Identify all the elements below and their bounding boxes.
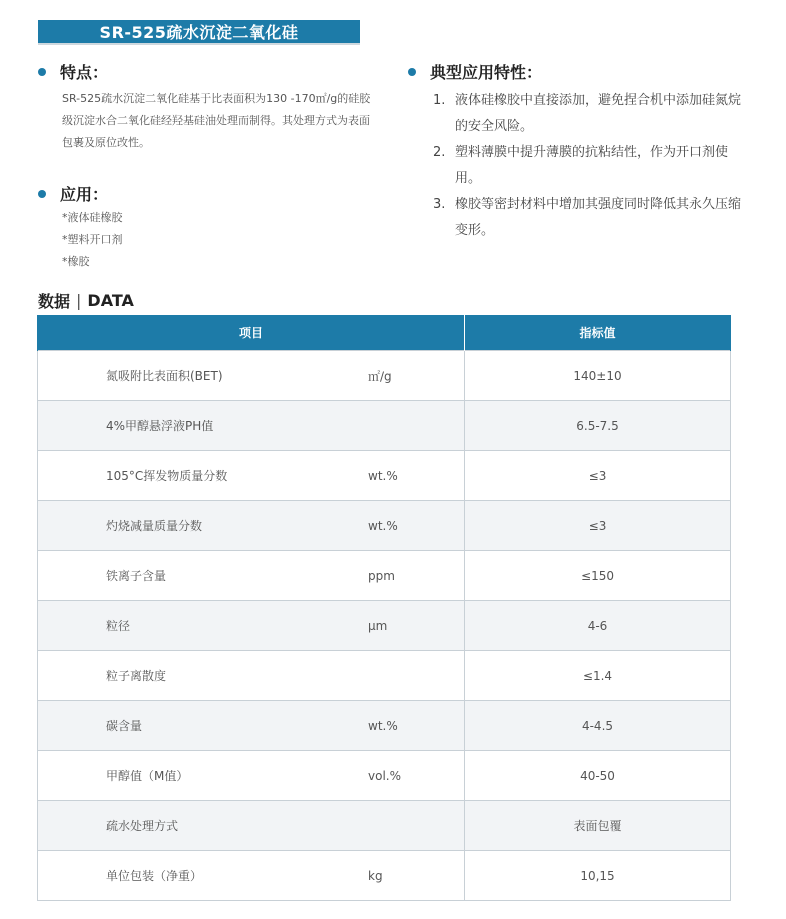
applications-heading-text: 应用：	[60, 185, 109, 204]
value-cell: 40-50	[465, 751, 731, 801]
table-row	[38, 501, 731, 551]
value-cell: 140±10	[465, 351, 731, 401]
item-unit: vol.%	[368, 768, 401, 783]
data-title-cn: 数据	[38, 292, 71, 311]
application-item: *塑料开口剂	[62, 233, 123, 246]
item-cell	[38, 751, 465, 801]
data-section-title	[38, 289, 134, 312]
features-heading	[38, 60, 108, 83]
spec-table	[37, 315, 731, 901]
features-heading-text: 特点：	[60, 63, 109, 82]
item-cell	[38, 801, 465, 851]
item-name: 疏水处理方式	[106, 819, 179, 833]
table-row	[38, 351, 731, 401]
item-cell	[38, 351, 465, 401]
item-text: 橡胶等密封材料中增加其强度同时降低其永久压缩变形。	[455, 197, 742, 238]
item-name: 105°C挥发物质量分数	[106, 469, 228, 483]
typical-properties-list	[433, 88, 743, 244]
item-cell	[38, 851, 465, 901]
application-item: *液体硅橡胶	[62, 211, 123, 224]
value-cell: 4-4.5	[465, 701, 731, 751]
application-item: *橡胶	[62, 255, 90, 268]
table-row	[38, 551, 731, 601]
item-unit: μm	[368, 618, 388, 633]
product-title: SR-525疏水沉淀二氧化硅	[99, 23, 299, 42]
item-name: 4%甲醇悬浮液PH值	[106, 419, 214, 433]
item-unit: ppm	[368, 568, 395, 583]
table-row	[38, 651, 731, 701]
typical-heading	[408, 60, 542, 83]
bullet-dot-icon	[408, 68, 416, 76]
item-unit: wt.%	[368, 468, 398, 483]
item-name: 单位包装（净重）	[106, 869, 203, 883]
applications-list	[62, 207, 123, 273]
item-unit: wt.%	[368, 518, 398, 533]
table-header-row	[38, 315, 731, 351]
table-row	[38, 751, 731, 801]
typical-property-item	[433, 192, 743, 244]
data-title-en: DATA	[87, 291, 134, 310]
item-cell	[38, 601, 465, 651]
applications-heading	[38, 182, 108, 205]
value-cell: 表面包覆	[465, 801, 731, 851]
item-name: 灼烧减量质量分数	[106, 519, 203, 533]
table-row	[38, 851, 731, 901]
item-unit: wt.%	[368, 718, 398, 733]
table-row	[38, 801, 731, 851]
item-name: 铁离子含量	[106, 569, 167, 583]
typical-property-item	[433, 88, 743, 140]
item-cell	[38, 701, 465, 751]
item-cell	[38, 401, 465, 451]
item-name: 粒子离散度	[106, 669, 167, 683]
value-cell: 6.5-7.5	[465, 401, 731, 451]
item-name: 氮吸附比表面积(BET)	[106, 369, 223, 383]
item-text: 塑料薄膜中提升薄膜的抗粘结性，作为开口剂使用。	[455, 145, 729, 186]
item-number: 2.	[433, 145, 446, 160]
item-unit: ㎡/g	[368, 369, 392, 383]
item-cell	[38, 451, 465, 501]
item-name: 甲醇值（M值）	[106, 769, 189, 783]
bullet-dot-icon	[38, 68, 46, 76]
value-cell: 10,15	[465, 851, 731, 901]
typical-heading-text: 典型应用特性：	[430, 63, 543, 82]
value-cell: ≤1.4	[465, 651, 731, 701]
table-row	[38, 601, 731, 651]
value-cell: ≤3	[465, 451, 731, 501]
table-row	[38, 451, 731, 501]
item-name: 粒径	[106, 619, 131, 633]
item-cell	[38, 651, 465, 701]
item-text: 液体硅橡胶中直接添加，避免捏合机中添加硅氮烷的安全风险。	[455, 93, 742, 134]
header-item: 项目	[38, 315, 465, 351]
typical-property-item	[433, 140, 743, 192]
item-cell	[38, 551, 465, 601]
item-number: 1.	[433, 93, 446, 108]
value-cell: ≤150	[465, 551, 731, 601]
title-divider	[38, 43, 360, 45]
item-number: 3.	[433, 197, 446, 212]
product-title-bar	[38, 20, 360, 43]
header-value: 指标值	[465, 315, 731, 351]
bullet-dot-icon	[38, 190, 46, 198]
table-row	[38, 401, 731, 451]
item-cell	[38, 501, 465, 551]
features-description: SR-525疏水沉淀二氧化硅基于比表面积为130 -170㎡/g的硅胶级沉淀水合二氧化硅经羟基硅油处理而制得。其处理方式为表面包裹及原位改性。	[62, 92, 371, 149]
value-cell: 4-6	[465, 601, 731, 651]
item-unit: kg	[368, 868, 383, 883]
data-title-separator: |	[76, 291, 82, 310]
item-name: 碳含量	[106, 719, 143, 733]
value-cell: ≤3	[465, 501, 731, 551]
table-row	[38, 701, 731, 751]
